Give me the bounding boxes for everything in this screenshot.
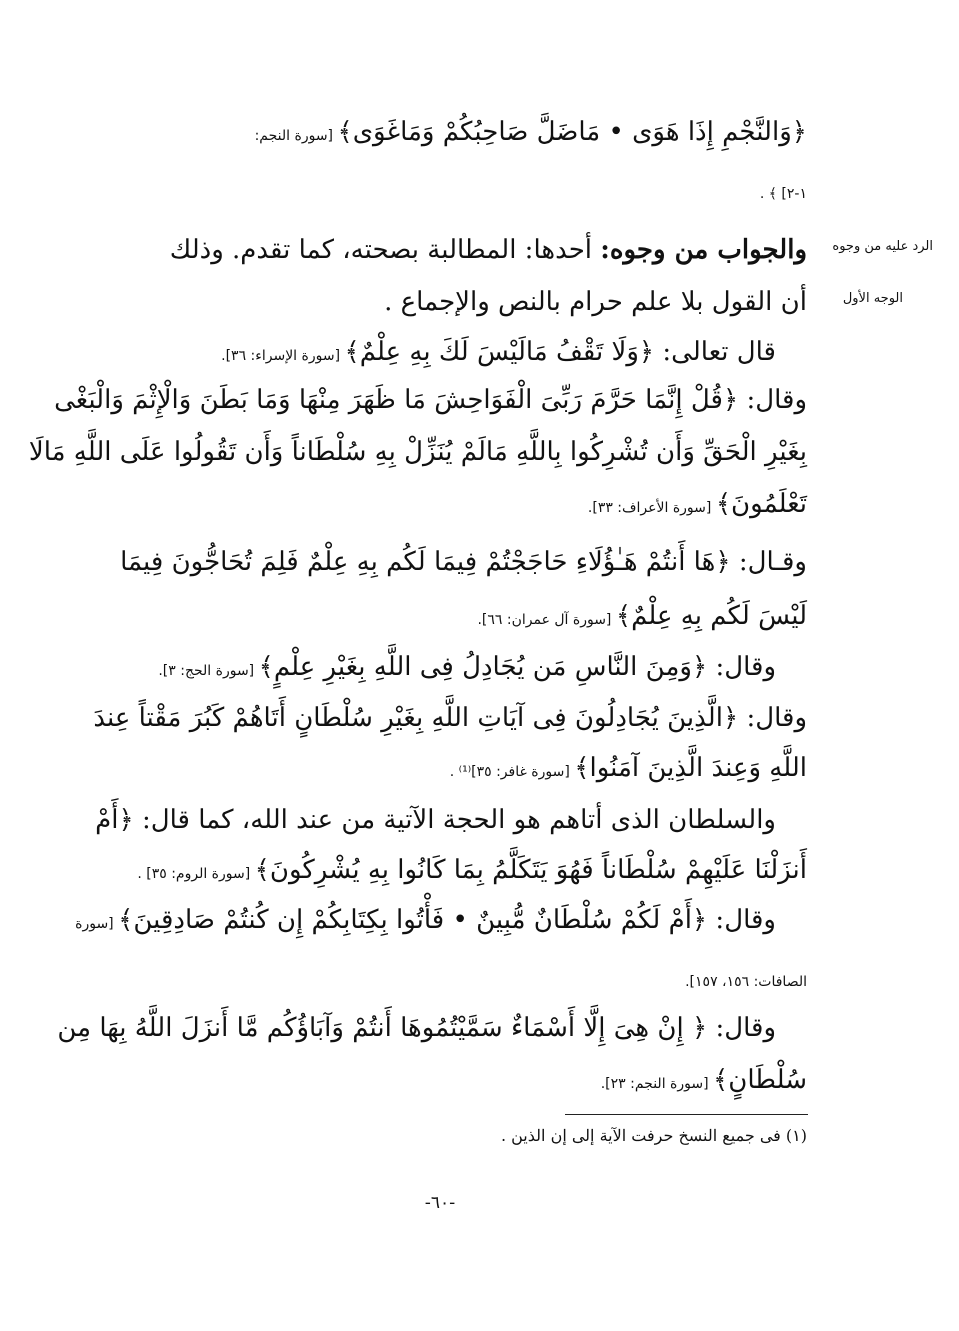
text-line	[57, 1008, 776, 1048]
footnote-divider	[565, 1114, 808, 1115]
page-number: -٦٠-	[424, 1193, 456, 1213]
text-line	[54, 380, 807, 420]
footnote: (١) فى جميع النسخ حرفت الآية إلى إن الذين .	[500, 1126, 807, 1145]
line-text: وقال: ﴿أَمْ لَكُمْ سُلْطَانٌ مُّبِينٌ • فَأْتُوا بِكِتَابِكُمْ إِن كُنتُمْ صَادِقِينَ﴾	[118, 905, 776, 935]
line-text: لَيْسَ لَكُم بِهِ عِلْمٌ﴾	[615, 601, 807, 631]
text-line	[107, 282, 807, 322]
text-line	[95, 800, 776, 840]
text-line	[387, 1060, 807, 1100]
line-text: اللَّهِ وَعِندَ الَّذِينَ آمَنُوا﴾	[574, 753, 807, 783]
line-text: وقال: ﴿قُلْ إِنَّمَا حَرَّمَ رَبِّىَ الْفَوَاحِشَ مَا ظَهَرَ مِنْهَا وَمَا بَطَنَ وَالْإِثْمَ وَالْبَغْى	[54, 385, 807, 415]
line-text: وقال: ﴿ إِنْ هِىَ إِلَّا أَسْمَاءٌ سَمَّيْتُمُوهَا أَنتُمْ وَآبَاؤُكُم مَّا أَنزَلَ اللَّهُ بِهَا مِن	[57, 1013, 776, 1043]
surah-reference: [سورة الروم: ٣٥] .	[137, 866, 255, 882]
surah-reference: [سورة الإسراء: ٣٦].	[221, 348, 345, 364]
margin-note-responses: الرد عليه من وجوه	[832, 239, 933, 254]
surah-reference: ١-٢] ﴾ .	[759, 186, 807, 202]
section-heading: والجواب من وجوه:	[600, 235, 807, 265]
surah-reference: [سورة الحج: ٣].	[158, 663, 259, 679]
line-text: أحدها: المطالبة بصحته، كما تقدم. وذلك	[169, 235, 601, 265]
line-text: بِغَيْرِ الْحَقِّ وَأَن تُشْرِكُوا بِاللَّهِ مَالَمْ يُنَزِّلْ بِهِ سُلْطَاناً وَأَن تَقُولُوا عَلَى اللَّهِ مَالَا	[28, 437, 807, 467]
text-line	[107, 112, 807, 152]
line-text: ﴿وَالنَّجْمِ إِذَا هَوَى • مَاضَلَّ صَاحِبُكُمْ وَمَاغَوَى﴾	[337, 117, 807, 147]
text-line	[107, 596, 807, 636]
line-text: والسلطان الذى أتاهم هو الحجة الآتية من عند الله، كما قال: ﴿أَمْ	[95, 805, 776, 835]
margin-note-first-aspect: الوجه الأول	[842, 291, 903, 306]
text-line	[647, 170, 807, 210]
text-line	[107, 542, 807, 582]
surah-reference: [سورة آل عمران: ٦٦].	[477, 612, 616, 628]
line-text: أن القول بلا علم حرام بالنص والإجماع .	[384, 287, 807, 317]
line-text: وقال: ﴿الَّذِينَ يُجَادِلُونَ فِى آيَاتِ اللَّهِ بِغَيْرِ سُلْطَانٍ أَتَاهُمْ كَبُرَ مَقْتاً عِندَ	[93, 703, 807, 733]
text-line	[75, 900, 776, 940]
line-text: قال تعالى: ﴿وَلَا تَقْفُ مَالَيْسَ لَكَ بِهِ عِلْمٌ﴾	[344, 337, 776, 367]
text-line	[387, 484, 807, 524]
surah-reference: [سورة الأعراف: ٣٣].	[587, 500, 716, 516]
surah-reference: [سورة النجم:	[254, 128, 338, 144]
line-text: وقـال: ﴿هَا أَنتُمْ هَـٰؤُلَاءِ حَاجَجْتُمْ فِيمَا لَكُم بِهِ عِلْمٌ فَلِمَ تُحَاجُّونَ فِيمَا	[120, 547, 807, 577]
text-line	[107, 850, 807, 890]
surah-reference: [سورة النجم: ٢٣].	[600, 1076, 714, 1092]
text-line	[28, 432, 807, 472]
text-line	[107, 230, 807, 270]
line-text: أَنزَلْنَا عَلَيْهِمْ سُلْطَاناً فَهُوَ يَتَكَلَّمُ بِمَا كَانُوا بِهِ يُشْرِكُونَ﴾	[254, 855, 807, 885]
line-text: تَعْلَمُونَ﴾	[715, 489, 807, 519]
surah-reference: [سورة غافر: ٣٥]⁽¹⁾ .	[449, 764, 575, 780]
text-line	[107, 748, 807, 788]
text-line	[116, 647, 776, 687]
line-text: وقال: ﴿وَمِنَ النَّاسِ مَن يُجَادِلُ فِى اللَّهِ بِغَيْرِ عِلْمٍ﴾	[258, 652, 776, 682]
text-line	[487, 958, 807, 998]
surah-reference: [سورة	[75, 916, 119, 932]
text-line	[93, 698, 807, 738]
text-line	[116, 332, 776, 372]
surah-reference: الصافات: ١٥٦، ١٥٧].	[685, 974, 807, 990]
line-text: سُلْطَانٍ﴾	[713, 1065, 807, 1095]
